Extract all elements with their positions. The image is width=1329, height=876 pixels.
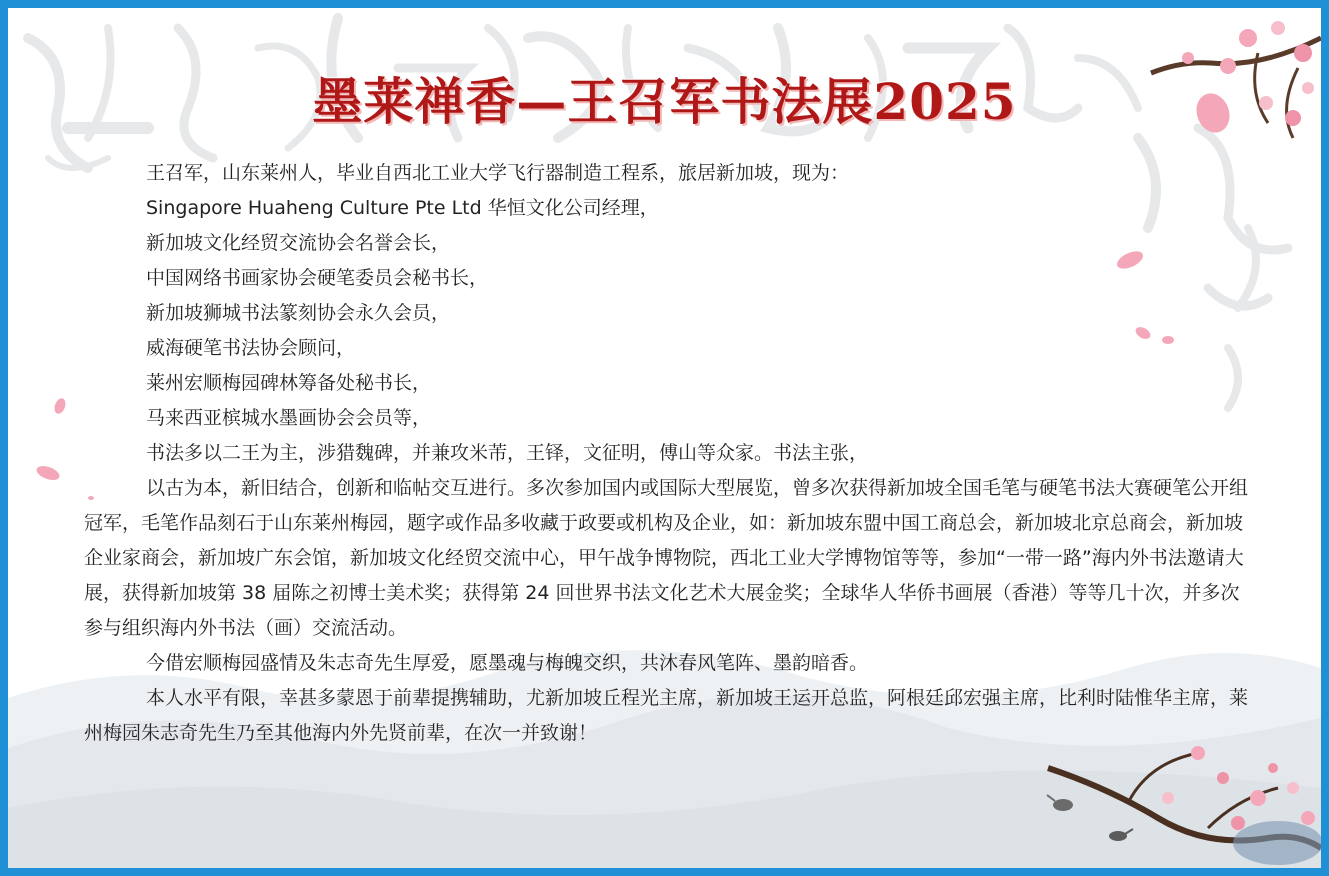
title-line: 中国网络书画家协会硬笔委员会秘书长， — [146, 267, 489, 289]
title-line-company: Singapore Huaheng Culture Pte Ltd 华恒文化公司经理， — [146, 197, 659, 219]
title-line: 新加坡文化经贸交流协会名誉会长， — [146, 232, 451, 254]
title-line: 莱州宏顺梅园碑林筹备处秘书长， — [146, 372, 432, 394]
poster-title: 墨莱禅香—王召军书法展2025 — [312, 72, 1017, 131]
poster-body — [84, 156, 1256, 751]
title-line: 马来西亚槟城水墨画协会会员等， — [146, 407, 432, 429]
intro-line: 王召军，山东莱州人，毕业自西北工业大学飞行器制造工程系，旅居新加坡，现为： — [146, 162, 850, 184]
title-line: 威海硬笔书法协会顾问， — [146, 337, 356, 359]
achievements-paragraph: 以古为本，新旧结合，创新和临帖交互进行。多次参加国内或国际大型展览，曾多次获得新加坡全国毛笔与硬笔书法大赛硬笔公开组冠军，毛笔作品刻石于山东莱州梅园，题字或作品多收藏于政要或机构及企业，如：新加坡东盟中国工商总会，新加坡北京总商会，新加坡企业家商会，新加坡广东会馆，新加坡文化经贸交流中心，甲午战争博物院，西北工业大学博物馆等等，参加“一带一路”海内外书法邀请大展，获得新加坡第 38 届陈之初博士美术奖；获得第 24 回世界书法文化艺术大展金奖；全球华人华侨书画展（香港）等等几十次，并多次参与组织海内外书法（画）交流活动。 — [84, 477, 1249, 639]
thanks-paragraph-1: 今借宏顺梅园盛情及朱志奇先生厚爱，愿墨魂与梅魄交织，共沐春风笔阵、墨韵暗香。 — [146, 652, 869, 674]
style-line: 书法多以二王为主，涉猎魏碑，并兼攻米芾，王铎，文征明，傅山等众家。书法主张， — [146, 442, 869, 464]
title-line: 新加坡狮城书法篆刻协会永久会员， — [146, 302, 451, 324]
thanks-paragraph-2: 本人水平有限，幸甚多蒙恩于前辈提携辅助，尤新加坡丘程光主席，新加坡王运开总监，阿根廷邱宏强主席，比利时陆惟华主席，莱州梅园朱志奇先生乃至其他海内外先贤前辈，在次一并致谢！ — [84, 687, 1249, 744]
